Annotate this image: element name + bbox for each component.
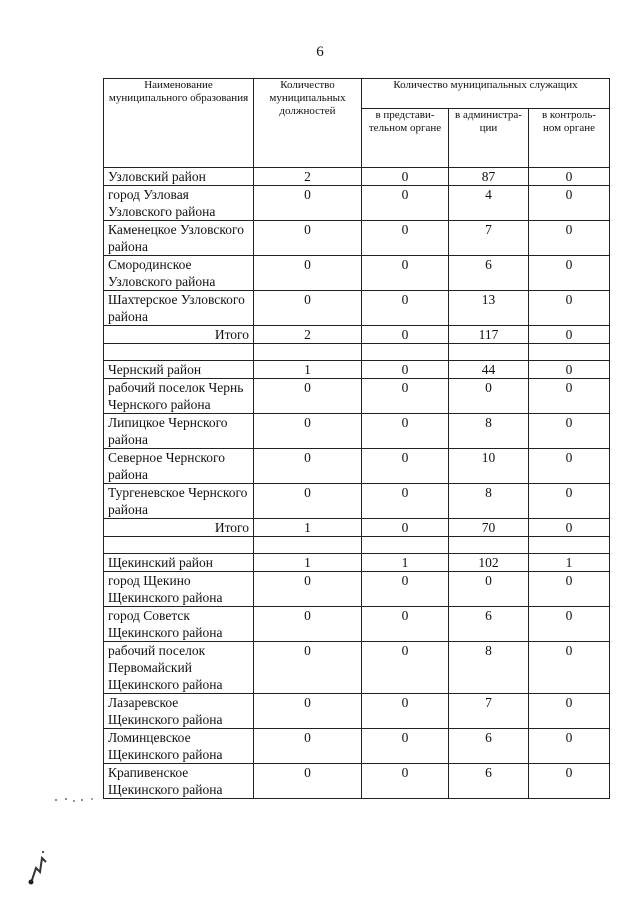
cell-control: 0 <box>529 168 610 186</box>
cell-representative: 0 <box>362 186 449 221</box>
cell-control: 0 <box>529 642 610 694</box>
cell-control: 0 <box>529 256 610 291</box>
empty-cell <box>104 344 254 361</box>
cell-administration: 117 <box>449 326 529 344</box>
table-row <box>104 361 610 379</box>
cell-administration: 8 <box>449 642 529 694</box>
cell-name: Узловский район <box>104 168 254 186</box>
cell-positions: 0 <box>254 449 362 484</box>
empty-cell <box>362 537 449 554</box>
cell-administration: 102 <box>449 554 529 572</box>
cell-representative: 0 <box>362 414 449 449</box>
spacer-row <box>104 344 610 361</box>
municipal-staff-table <box>103 78 610 799</box>
cell-representative: 0 <box>362 221 449 256</box>
cell-representative: 1 <box>362 554 449 572</box>
table-row <box>104 379 610 414</box>
cell-positions: 0 <box>254 414 362 449</box>
cell-administration: 0 <box>449 379 529 414</box>
cell-administration: 70 <box>449 519 529 537</box>
cell-administration: 6 <box>449 729 529 764</box>
cell-control: 0 <box>529 361 610 379</box>
header-control: в контроль-ном органе <box>529 109 610 168</box>
cell-control: 0 <box>529 326 610 344</box>
cell-name: Ломинцевское Щекинского района <box>104 729 254 764</box>
cell-positions: 1 <box>254 519 362 537</box>
cell-name: Лазаревское Щекинского района <box>104 694 254 729</box>
cell-positions: 0 <box>254 764 362 799</box>
table-body <box>104 168 610 799</box>
cell-positions: 0 <box>254 186 362 221</box>
cell-name: Шахтерское Узловского района <box>104 291 254 326</box>
cell-administration: 8 <box>449 484 529 519</box>
table-row <box>104 484 610 519</box>
cell-name: рабочий поселок Первомайский Щекинского района <box>104 642 254 694</box>
cell-name: Щекинский район <box>104 554 254 572</box>
table-row <box>104 291 610 326</box>
cell-administration: 4 <box>449 186 529 221</box>
table-row <box>104 414 610 449</box>
cell-administration: 8 <box>449 414 529 449</box>
cell-positions: 0 <box>254 256 362 291</box>
cell-positions: 0 <box>254 484 362 519</box>
cell-administration: 0 <box>449 572 529 607</box>
empty-cell <box>254 344 362 361</box>
cell-positions: 0 <box>254 379 362 414</box>
table-row <box>104 642 610 694</box>
cell-name: Итого <box>104 326 254 344</box>
header-positions: Количество муниципальных должностей <box>254 79 362 168</box>
empty-cell <box>529 344 610 361</box>
page-number: 6 <box>316 44 324 60</box>
cell-representative: 0 <box>362 764 449 799</box>
cell-administration: 6 <box>449 256 529 291</box>
cell-control: 0 <box>529 729 610 764</box>
cell-positions: 0 <box>254 221 362 256</box>
header-employees-group: Количество муниципальных служащих <box>362 79 610 109</box>
cell-control: 0 <box>529 484 610 519</box>
cell-positions: 0 <box>254 607 362 642</box>
cell-name: Липицкое Чернского района <box>104 414 254 449</box>
cell-representative: 0 <box>362 484 449 519</box>
cell-control: 0 <box>529 694 610 729</box>
table-row <box>104 256 610 291</box>
cell-administration: 7 <box>449 221 529 256</box>
cell-control: 0 <box>529 519 610 537</box>
cell-control: 0 <box>529 607 610 642</box>
total-row <box>104 326 610 344</box>
cell-name: Итого <box>104 519 254 537</box>
cell-control: 0 <box>529 764 610 799</box>
header-representative: в представи-тельном органе <box>362 109 449 168</box>
cell-name: город Узловая Узловского района <box>104 186 254 221</box>
cell-name: город Щекино Щекинского района <box>104 572 254 607</box>
cell-name: рабочий поселок Чернь Чернского района <box>104 379 254 414</box>
table-row <box>104 449 610 484</box>
table-header <box>104 79 610 168</box>
cell-control: 0 <box>529 291 610 326</box>
cell-control: 0 <box>529 414 610 449</box>
cell-control: 0 <box>529 186 610 221</box>
table-row <box>104 694 610 729</box>
empty-cell <box>104 537 254 554</box>
cell-representative: 0 <box>362 449 449 484</box>
cell-representative: 0 <box>362 291 449 326</box>
cell-control: 1 <box>529 554 610 572</box>
table-row <box>104 572 610 607</box>
spacer-row <box>104 537 610 554</box>
scan-artifact-mark <box>22 838 52 888</box>
cell-positions: 0 <box>254 572 362 607</box>
cell-positions: 1 <box>254 361 362 379</box>
cell-administration: 6 <box>449 607 529 642</box>
cell-administration: 44 <box>449 361 529 379</box>
cell-name: Тургеневское Чернского района <box>104 484 254 519</box>
empty-cell <box>449 344 529 361</box>
cell-administration: 13 <box>449 291 529 326</box>
cell-name: Северное Чернского района <box>104 449 254 484</box>
cell-control: 0 <box>529 449 610 484</box>
total-row <box>104 519 610 537</box>
cell-administration: 6 <box>449 764 529 799</box>
cell-representative: 0 <box>362 379 449 414</box>
cell-positions: 0 <box>254 729 362 764</box>
cell-name: город Советск Щекинского района <box>104 607 254 642</box>
cell-positions: 1 <box>254 554 362 572</box>
table-row <box>104 729 610 764</box>
empty-cell <box>529 537 610 554</box>
cell-name: Смородинское Узловского района <box>104 256 254 291</box>
cell-positions: 2 <box>254 168 362 186</box>
cell-administration: 7 <box>449 694 529 729</box>
cell-representative: 0 <box>362 729 449 764</box>
table-row <box>104 221 610 256</box>
empty-cell <box>362 344 449 361</box>
cell-administration: 87 <box>449 168 529 186</box>
cell-representative: 0 <box>362 607 449 642</box>
scan-artifact-dots <box>52 795 102 805</box>
cell-representative: 0 <box>362 326 449 344</box>
table-row <box>104 168 610 186</box>
cell-positions: 0 <box>254 694 362 729</box>
cell-name: Каменецкое Узловского района <box>104 221 254 256</box>
cell-positions: 0 <box>254 642 362 694</box>
cell-control: 0 <box>529 221 610 256</box>
table-row <box>104 607 610 642</box>
cell-representative: 0 <box>362 694 449 729</box>
cell-positions: 0 <box>254 291 362 326</box>
cell-representative: 0 <box>362 168 449 186</box>
cell-representative: 0 <box>362 642 449 694</box>
cell-control: 0 <box>529 572 610 607</box>
table-row <box>104 554 610 572</box>
cell-name: Чернский район <box>104 361 254 379</box>
header-administration: в администра-ции <box>449 109 529 168</box>
header-name: Наименование муниципального образования <box>104 79 254 168</box>
table-row <box>104 764 610 799</box>
cell-positions: 2 <box>254 326 362 344</box>
cell-name: Крапивенское Щекинского района <box>104 764 254 799</box>
cell-representative: 0 <box>362 572 449 607</box>
cell-representative: 0 <box>362 361 449 379</box>
cell-control: 0 <box>529 379 610 414</box>
cell-administration: 10 <box>449 449 529 484</box>
table-row <box>104 186 610 221</box>
cell-representative: 0 <box>362 256 449 291</box>
empty-cell <box>254 537 362 554</box>
cell-representative: 0 <box>362 519 449 537</box>
empty-cell <box>449 537 529 554</box>
